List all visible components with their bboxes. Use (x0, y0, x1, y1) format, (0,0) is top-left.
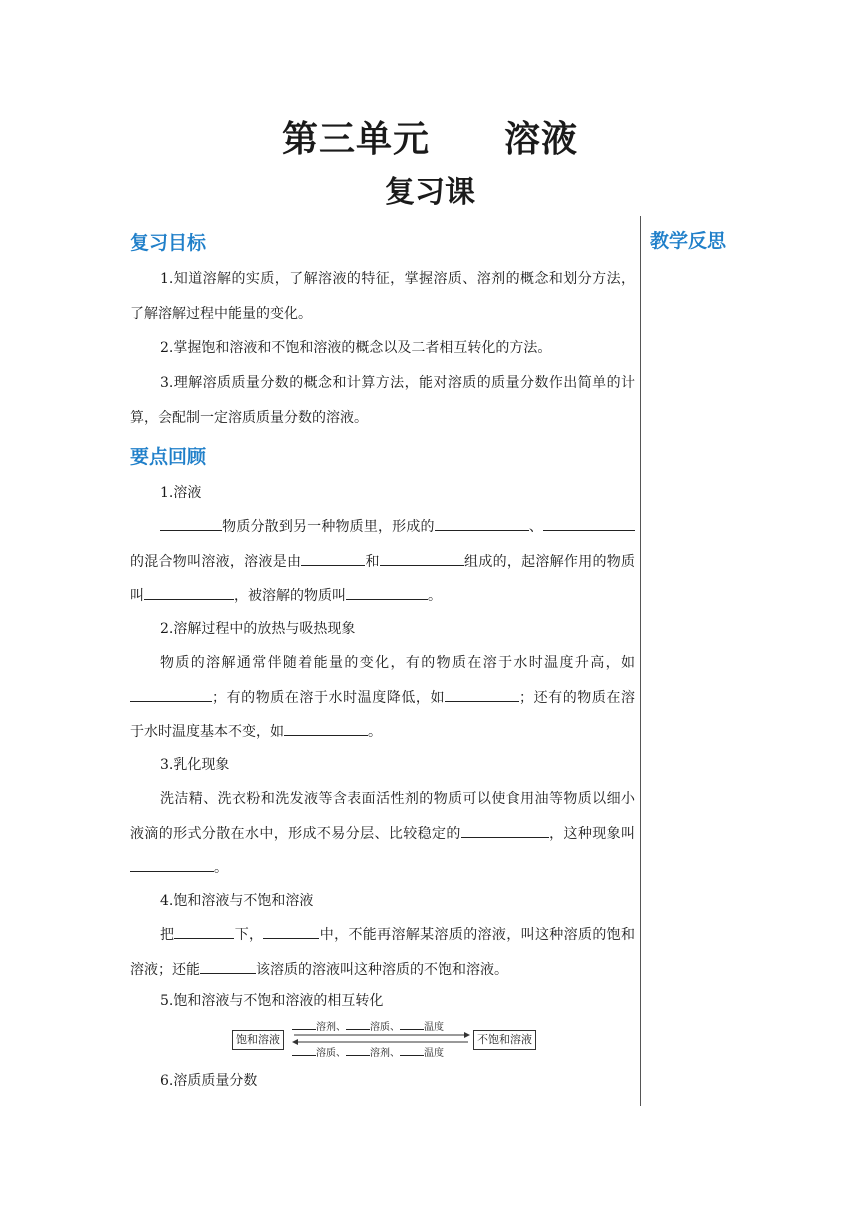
review-heading: 要点回顾 (130, 446, 207, 468)
fill-blank[interactable] (400, 1019, 424, 1030)
label-part: 溶剂、 (316, 1022, 346, 1033)
goal-item-1: 1.知道溶解的实质，了解溶液的特征，掌握溶质、溶剂的概念和划分方法，了解溶解过程中能量的变化。 (130, 271, 635, 322)
text-fragment: ，这种现象叫 (548, 825, 636, 842)
fill-blank[interactable] (174, 924, 234, 939)
fill-blank[interactable] (400, 1045, 424, 1056)
goals-heading: 复习目标 (130, 232, 207, 254)
label-part: 溶剂、 (370, 1048, 400, 1059)
section-6-title: 6.溶质质量分数 (160, 1073, 258, 1089)
section-2-title: 2.溶解过程中的放热与吸热现象 (160, 621, 356, 637)
arrow-right-head (464, 1032, 470, 1038)
fill-blank[interactable] (200, 959, 256, 974)
section-4-text (130, 918, 635, 987)
page-subtitle: 复习课 (385, 175, 475, 210)
text-fragment: ；有的物质在溶于水时温度降低，如 (212, 689, 446, 706)
fill-blank[interactable] (301, 551, 365, 566)
text-fragment: ；还有的物质在溶于水时温度基本不变，如 (130, 689, 636, 740)
fill-blank[interactable] (284, 721, 368, 736)
section-3-title: 3.乳化现象 (160, 757, 230, 773)
text-fragment: 下， (234, 927, 264, 943)
text-fragment: 和 (365, 553, 380, 570)
fill-blank[interactable] (380, 551, 464, 566)
goal-item-3: 3.理解溶质质量分数的概念和计算方法，能对溶质的质量分数作出简单的计算，会配制一定溶质质量分数的溶液。 (130, 375, 635, 426)
label-part: 溶质、 (316, 1048, 346, 1059)
conversion-diagram (232, 1018, 536, 1060)
text-fragment: 、 (528, 519, 544, 535)
text-fragment: 该溶质的溶液叫这种溶质的不饱和溶液。 (256, 961, 508, 978)
fill-blank[interactable] (144, 585, 234, 600)
text-fragment: 物质的溶解通常伴随着能量的变化，有的物质在溶于水时温度升高，如 (160, 655, 635, 671)
side-heading-reflection: 教学反思 (650, 230, 727, 252)
section-3-text (130, 782, 635, 886)
section-4-title: 4.饱和溶液与不饱和溶液 (160, 893, 314, 909)
text-fragment: ，被溶解的物质叫 (234, 588, 346, 604)
section-5-title: 5.饱和溶液与不饱和溶液的相互转化 (160, 993, 384, 1009)
column-divider (640, 216, 641, 1106)
fill-blank[interactable] (130, 687, 212, 702)
text-fragment: 。 (428, 588, 442, 604)
label-part: 温度 (424, 1022, 444, 1033)
text-fragment: 物质分散到另一种物质里，形成的 (222, 519, 435, 535)
top-arrow-label (292, 1019, 444, 1034)
section-2-text (130, 646, 635, 750)
fill-blank[interactable] (292, 1019, 316, 1030)
fill-blank[interactable] (543, 516, 635, 531)
saturated-solution-box: 饱和溶液 (232, 1030, 284, 1050)
label-part: 溶质、 (370, 1022, 400, 1033)
goal-item-2: 2.掌握饱和溶液和不饱和溶液的概念以及二者相互转化的方法。 (160, 340, 552, 356)
text-fragment: 把 (160, 927, 175, 943)
bottom-arrow-label (292, 1045, 444, 1060)
text-fragment: 。 (214, 860, 228, 876)
fill-blank[interactable] (263, 924, 319, 939)
fill-blank[interactable] (346, 1019, 370, 1030)
fill-blank[interactable] (445, 687, 519, 702)
fill-blank[interactable] (292, 1045, 316, 1056)
unsaturated-solution-box: 不饱和溶液 (473, 1030, 536, 1050)
text-fragment: 中，不能再溶解某溶质的溶液，叫这种溶质的饱和溶液；还能 (130, 927, 636, 978)
fill-blank[interactable] (461, 823, 549, 838)
text-fragment: 。 (368, 724, 382, 740)
fill-blank[interactable] (160, 516, 222, 531)
text-fragment: 组成的，起溶解作用的物质叫 (130, 553, 636, 604)
fill-blank[interactable] (435, 516, 529, 531)
label-part: 温度 (424, 1048, 444, 1059)
page-title: 第三单元 溶液 (281, 118, 578, 160)
fill-blank[interactable] (346, 1045, 370, 1056)
text-fragment: 洗洁精、洗衣粉和洗发液等含表面活性剂的物质可以使食用油等物质以细小液滴的形式分散在水中，形成不易分层、比较稳定的 (130, 791, 635, 842)
fill-blank[interactable] (130, 857, 214, 872)
section-1-text (130, 510, 635, 614)
text-fragment: 的混合物叫溶液，溶液是由 (130, 553, 302, 570)
section-1-title: 1.溶液 (160, 485, 202, 501)
fill-blank[interactable] (346, 585, 428, 600)
